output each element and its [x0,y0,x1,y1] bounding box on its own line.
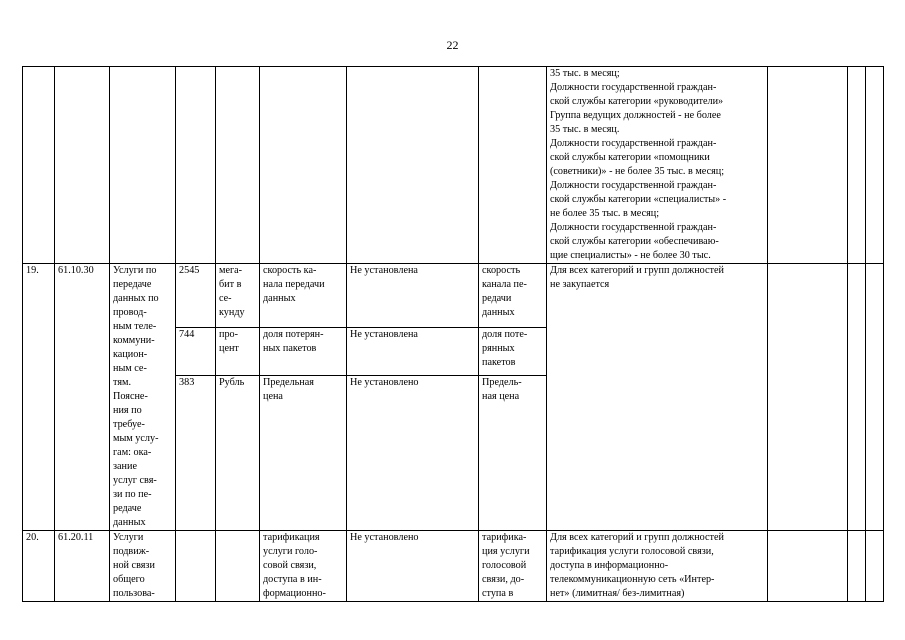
table-row-19 [23,264,884,328]
characteristic: тарификация услуги голо- совой связи, доступа в ин- формационно- [260,531,347,602]
requirements-table [22,66,884,602]
row-number: 20. [23,531,55,602]
table-row-continuation [23,67,884,264]
characteristic-value: Не установлено [347,376,479,531]
unit-name: мега- бит в се- кунду [216,264,260,328]
unit-name: про- цент [216,327,260,375]
characteristic: скорость ка- нала передачи данных [260,264,347,328]
okei-code: 383 [176,376,216,531]
characteristic: Предельная цена [260,376,347,531]
okpd-code: 61.10.30 [55,264,110,531]
table-row-20 [23,531,884,602]
okpd-code: 61.20.11 [55,531,110,602]
service-name: Услуги подвиж- ной связи общего пользова- [110,531,176,602]
characteristic-2: тарифика- ция услуги голосовой связи, до- ступа в [479,531,547,602]
characteristic-value: Не установлено [347,531,479,602]
okei-code: 744 [176,327,216,375]
characteristic-value: Не установлена [347,327,479,375]
okei-code: 2545 [176,264,216,328]
characteristic-2: доля поте- рянных пакетов [479,327,547,375]
unit-name: Рубль [216,376,260,531]
requirements-cell: Для всех категорий и групп должностей тарификация услуги голосовой связи, доступа в информационно- телекоммуникационную сеть «Интер- нет» (лимитная/ без-лимитная) [547,531,768,602]
requirements-cell: 35 тыс. в месяц; Должности государственной граждан- ской службы категории «руководители» Группа ведущих должностей - не более 35 тыс. в месяц. Должности государственной граждан- ской службы категории «помощники (советники)» - не более 35 тыс. в месяц; Должности государственной граждан- ской службы категории «специалисты» - не более 35 тыс. в месяц; Должности государственной граждан- ской службы категории «обеспечиваю- щие специалисты» - не более 30 тыс. [547,67,768,264]
characteristic-value: Не установлена [347,264,479,328]
characteristic-2: скорость канала пе- редачи данных [479,264,547,328]
requirements-cell: Для всех категорий и групп должностей не закупается [547,264,768,531]
row-number: 19. [23,264,55,531]
page-number: 22 [446,38,459,52]
characteristic-2: Предель- ная цена [479,376,547,531]
characteristic: доля потерян- ных пакетов [260,327,347,375]
service-name: Услуги по передаче данных по провод- ным теле- коммуни- кацион- ным се- тям. Поясне- ния по требуе- мым услу- гам: ока- зание услуг свя- зи по пе- редаче данных [110,264,176,531]
